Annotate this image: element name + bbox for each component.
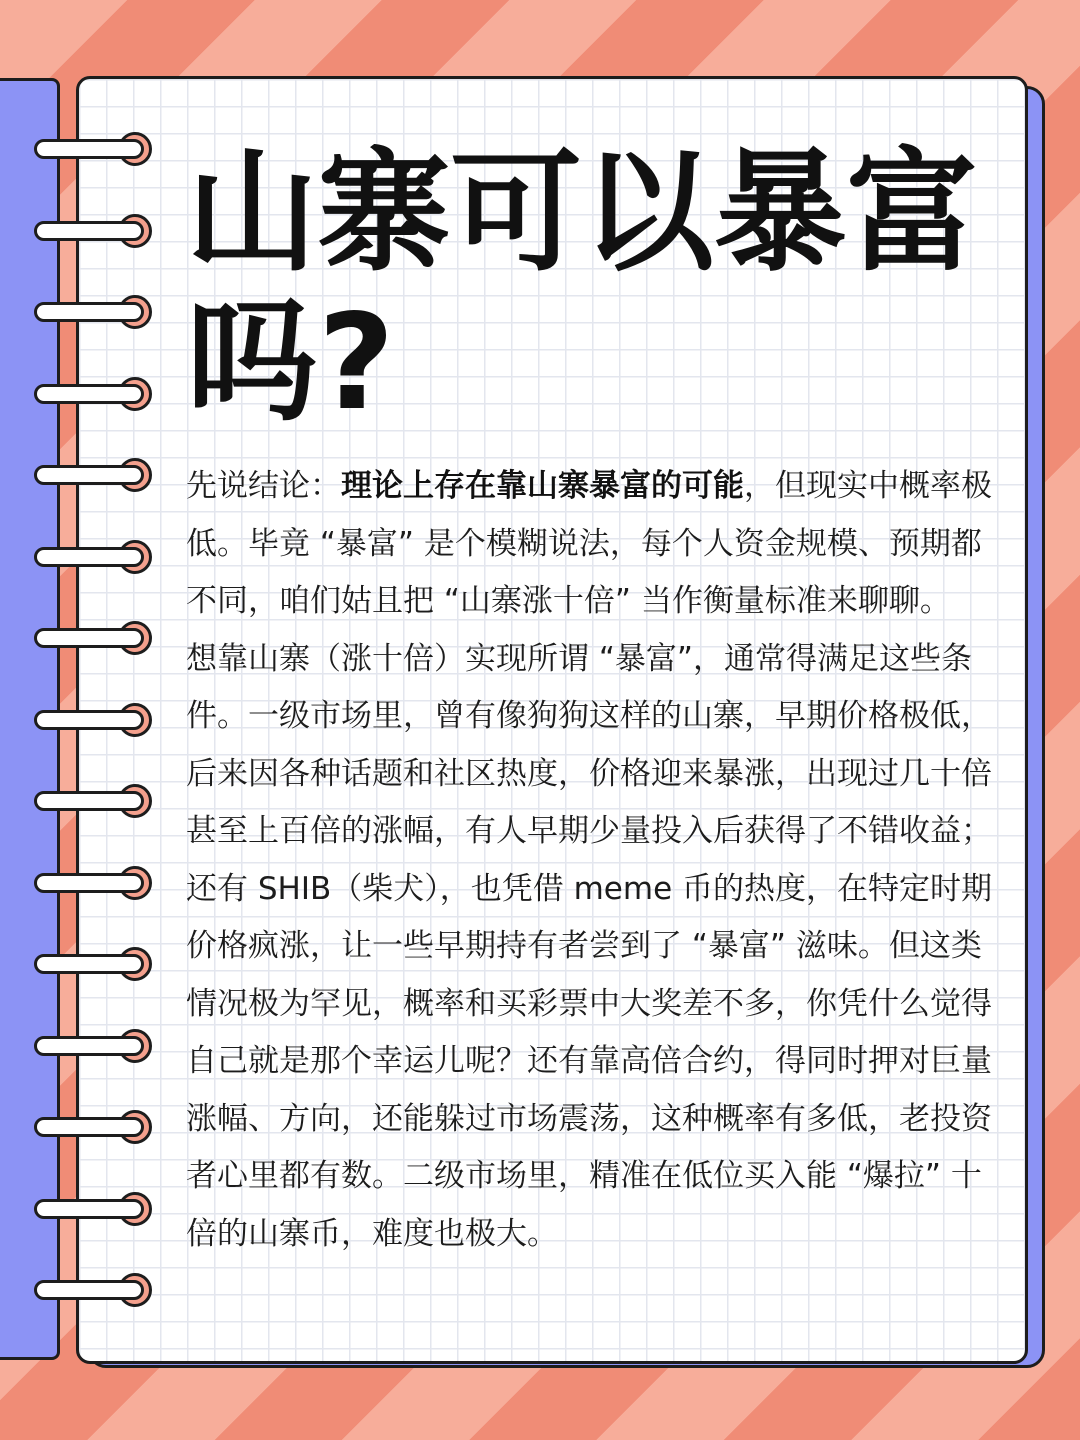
ring-wire bbox=[34, 628, 144, 648]
ring-wire bbox=[34, 710, 144, 730]
spiral-ring bbox=[34, 132, 154, 168]
ring-wire bbox=[34, 139, 144, 159]
ring-wire bbox=[34, 465, 144, 485]
spiral-ring bbox=[34, 214, 154, 250]
article-body bbox=[186, 458, 1002, 1263]
spiral-ring bbox=[34, 377, 154, 413]
page-title: 山寨可以暴富吗? bbox=[186, 136, 978, 440]
paragraph-details: 想靠山寨（涨十倍）实现所谓 “暴富”，通常得满足这些条件。一级市场里，曾有像狗狗这样的山寨，早期价格极低，后来因各种话题和社区热度，价格迎来暴涨，出现过几十倍甚至上百倍的涨幅，有人早期少量投入后获得了不错收益；还有 SHIB（柴犬），也凭借 meme 币的热度，在特定时期价格疯涨，让一些早期持有者尝到了 “暴富” 滋味。但这类情况极为罕见，概率和买彩票中大奖差不多，你凭什么觉得自己就是那个幸运儿呢？还有靠高倍合约，得同时押对巨量涨幅、方向，还能躲过市场震荡，这种概率有多低，老投资者心里都有数。二级市场里，精准在低位买入能 “爆拉” 十倍的山寨币，难度也极大。 bbox=[186, 640, 992, 1252]
spiral-ring bbox=[34, 1192, 154, 1228]
ring-wire bbox=[34, 1280, 144, 1300]
ring-wire bbox=[34, 791, 144, 811]
ring-wire bbox=[34, 547, 144, 567]
spiral-ring bbox=[34, 784, 154, 820]
spiral-ring bbox=[34, 1110, 154, 1146]
conclusion-lead: 先说结论： bbox=[186, 468, 341, 504]
spiral-ring bbox=[34, 295, 154, 331]
spiral-ring bbox=[34, 947, 154, 983]
ring-wire bbox=[34, 1117, 144, 1137]
conclusion-rest: ，但现实中概率极低。毕竟 “暴富” 是个模糊说法，每个人资金规模、预期都不同，咱们姑且把 “山寨涨十倍” 当作衡量标准来聊聊。 bbox=[186, 468, 992, 619]
spiral-ring bbox=[34, 1273, 154, 1309]
spiral-ring bbox=[34, 703, 154, 739]
ring-wire bbox=[34, 1199, 144, 1219]
paragraph-conclusion bbox=[186, 458, 1002, 631]
ring-wire bbox=[34, 302, 144, 322]
spiral-ring bbox=[34, 1029, 154, 1065]
spiral-ring bbox=[34, 866, 154, 902]
ring-wire bbox=[34, 954, 144, 974]
spiral-ring bbox=[34, 458, 154, 494]
ring-wire bbox=[34, 1036, 144, 1056]
ring-wire bbox=[34, 873, 144, 893]
ring-wire bbox=[34, 221, 144, 241]
ring-wire bbox=[34, 384, 144, 404]
spiral-ring bbox=[34, 540, 154, 576]
conclusion-highlight: 理论上存在靠山寨暴富的可能 bbox=[341, 468, 744, 504]
spiral-ring bbox=[34, 621, 154, 657]
